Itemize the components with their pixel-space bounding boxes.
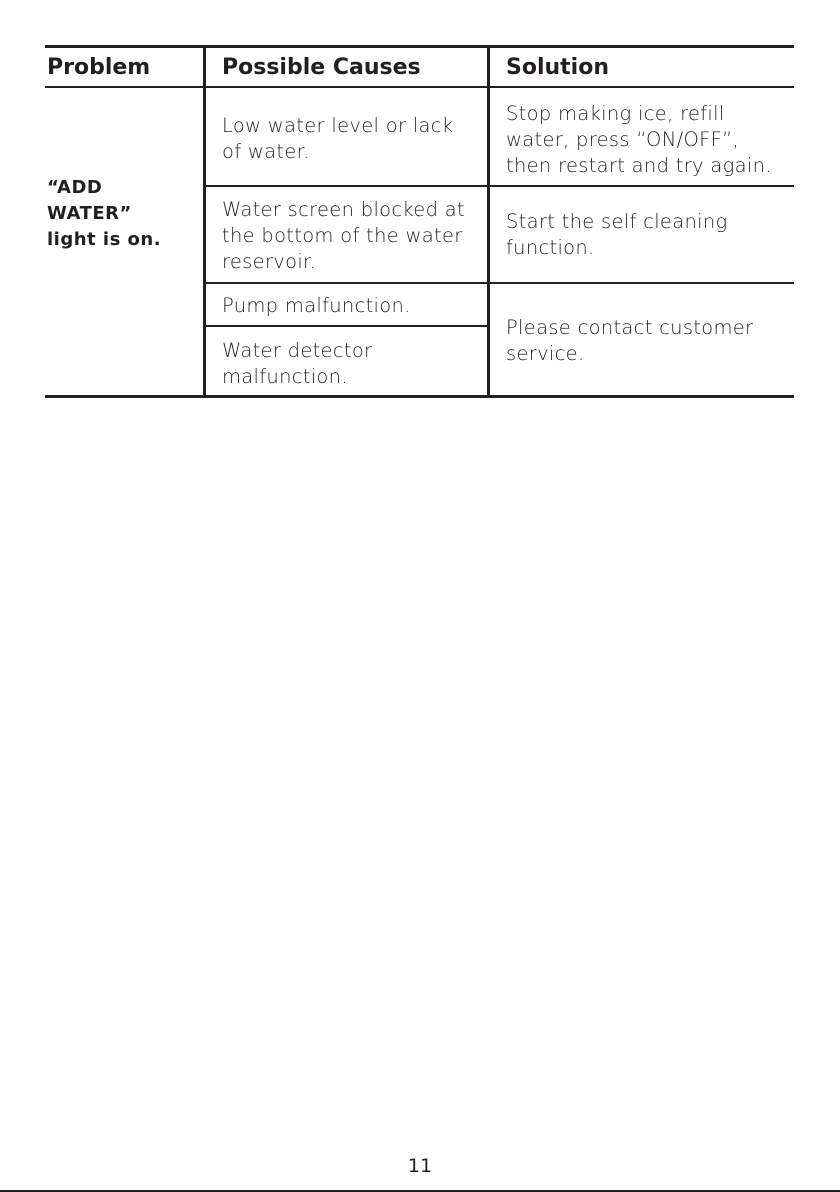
cause-line: Pump malfunction. (222, 294, 411, 317)
table-top-rule (45, 45, 794, 48)
header-possible-causes: Possible Causes (222, 55, 421, 80)
cause-line: Water screen blocked at (222, 198, 465, 221)
problem-line: WATER” (47, 203, 132, 224)
solution-line: Stop making ice, refill (506, 102, 725, 125)
cause-line: the bottom of the water (222, 224, 463, 247)
header-bottom-rule (45, 86, 794, 88)
cause-line: malfunction. (222, 365, 348, 388)
cause-cell (222, 293, 411, 319)
cause-cell (222, 338, 372, 390)
page-number: 11 (407, 1155, 433, 1177)
row-divider (204, 282, 794, 284)
problem-line: “ADD (47, 177, 103, 198)
solution-line: function. (506, 236, 595, 259)
column-divider (487, 45, 490, 398)
solution-cell (506, 101, 772, 179)
cause-line: Water detector (222, 339, 373, 362)
problem-cell (47, 175, 197, 253)
row-divider (204, 185, 794, 187)
header-solution: Solution (506, 55, 609, 80)
problem-line: light is on. (47, 229, 162, 250)
solution-cell (506, 315, 753, 367)
cause-line: of water. (222, 140, 310, 163)
row-divider (204, 325, 488, 327)
header-problem: Problem (47, 55, 151, 80)
cause-cell (222, 113, 453, 165)
cause-cell (222, 197, 465, 275)
cause-line: reservoir. (222, 250, 317, 273)
solution-line: Start the self cleaning (506, 210, 728, 233)
cause-line: Low water level or lack (222, 114, 454, 137)
solution-line: water, press “ON/OFF”, (506, 128, 740, 151)
solution-line: Please contact customer (506, 316, 754, 339)
table-bottom-rule (45, 395, 794, 398)
column-divider (203, 45, 206, 398)
solution-line: service. (506, 342, 585, 365)
solution-line: then restart and try again. (506, 154, 772, 177)
solution-cell (506, 209, 728, 261)
